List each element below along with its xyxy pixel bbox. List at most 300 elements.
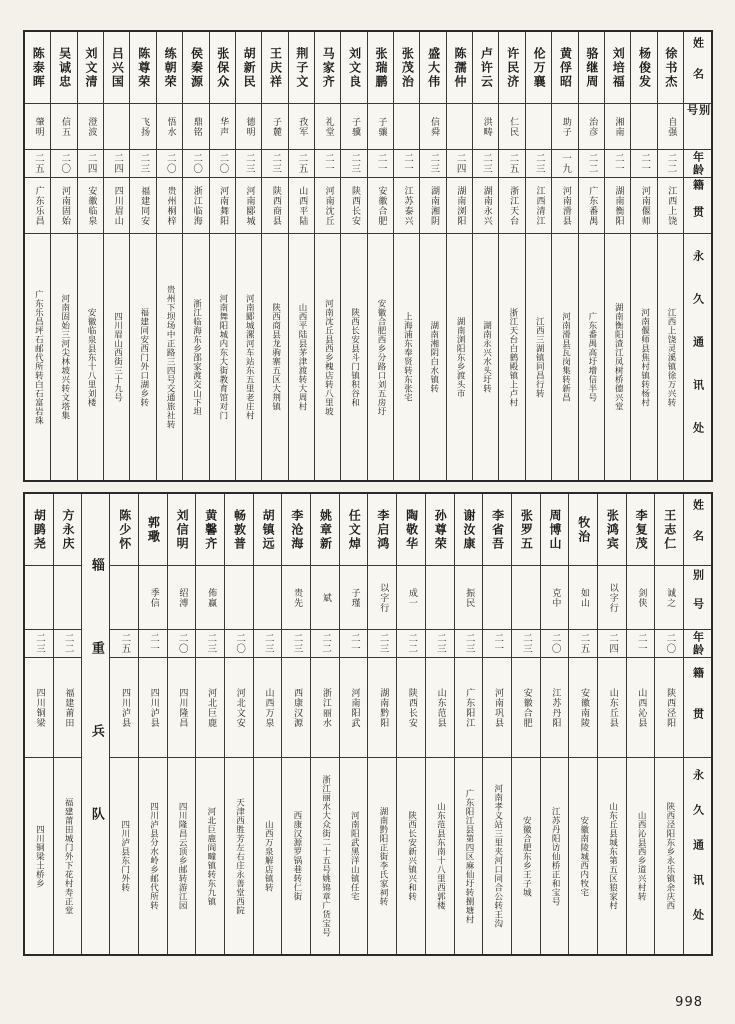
- alias-text: 振民: [464, 587, 475, 608]
- native-cell: [289, 178, 314, 234]
- name-cell: [210, 32, 235, 104]
- native-text: 江苏泰兴: [402, 185, 413, 226]
- alias-text: 仁民: [508, 116, 519, 137]
- name-cell: [499, 32, 524, 104]
- age-text: 二三: [291, 633, 303, 654]
- alias-cell: [282, 566, 310, 630]
- alias-cell: [655, 566, 683, 630]
- native-text: 河北巨鹿: [206, 687, 217, 728]
- person-column: [138, 494, 167, 954]
- alias-cell: [569, 566, 597, 630]
- age-cell: [658, 150, 683, 178]
- alias-cell: [289, 104, 314, 150]
- address-text: 浙江临海东乡邵家渡交山下坦: [191, 298, 202, 416]
- person-column: [551, 32, 577, 480]
- alias-cell: [78, 104, 103, 150]
- native-text: 湖南湘阴: [429, 185, 440, 226]
- address-cell: [78, 234, 103, 480]
- name-cell: [569, 494, 597, 566]
- address-cell: [168, 758, 196, 954]
- address-cell: [340, 758, 368, 954]
- native-text: 福建同安: [139, 185, 150, 226]
- header-cell-alias: [684, 104, 711, 150]
- name-cell: [289, 32, 314, 104]
- alias-text: 孜军: [297, 116, 308, 137]
- address-cell: [104, 234, 129, 480]
- address-text: 湖南衡阳渣江凤树桥德兴堂: [613, 303, 624, 411]
- age-cell: [196, 630, 224, 658]
- alias-text: 湘南: [613, 116, 624, 137]
- person-column: [109, 494, 138, 954]
- age-cell: [78, 150, 103, 178]
- age-cell: [254, 630, 282, 658]
- person-column: [367, 32, 393, 480]
- age-text: 二五: [119, 633, 131, 654]
- native-text: 江西上饶: [666, 185, 677, 226]
- address-cell: [447, 234, 472, 480]
- native-cell: [447, 178, 472, 234]
- header-label-alias: 别号: [691, 568, 705, 627]
- age-text: 二〇: [664, 633, 676, 654]
- address-cell: [512, 758, 540, 954]
- person-column: [367, 494, 396, 954]
- header-cell-native: [684, 178, 711, 234]
- address-text: 山西沁县西乡道兴村转: [636, 811, 647, 901]
- address-cell: [627, 758, 655, 954]
- native-text: 四川眉山: [112, 185, 123, 226]
- alias-cell: [210, 104, 235, 150]
- native-text: 浙江丽水: [320, 687, 331, 728]
- alias-cell: [658, 104, 683, 150]
- person-column: [182, 32, 208, 480]
- native-cell: [631, 178, 656, 234]
- native-text: 山西平陆: [297, 185, 308, 226]
- alias-cell: [541, 566, 569, 630]
- name-text: 周博山: [548, 508, 562, 551]
- address-text: 江苏丹阳访仙桥正和宝号: [550, 806, 561, 906]
- name-text: 吴诚忠: [57, 46, 72, 89]
- alias-text: 以字行: [378, 582, 389, 613]
- person-column: [77, 32, 103, 480]
- address-text: 安徽南陵城西内牧宅: [578, 815, 589, 897]
- age-text: 二五: [507, 153, 519, 174]
- name-text: 刘文清: [84, 46, 98, 89]
- native-text: 湖南衡阳: [613, 185, 624, 226]
- person-column: [209, 32, 235, 480]
- age-text: 二三: [520, 633, 532, 654]
- person-column: [498, 32, 524, 480]
- name-text: 骆继周: [584, 46, 599, 89]
- header-cell-address: [684, 234, 711, 480]
- native-text: 西康汉源: [292, 687, 303, 728]
- age-cell: [368, 150, 393, 178]
- alias-cell: [130, 104, 155, 150]
- address-text: 四川泸县东门外转: [119, 820, 130, 892]
- age-cell: [289, 150, 314, 178]
- age-text: 二四: [111, 153, 123, 174]
- name-cell: [139, 494, 167, 566]
- age-text: 二二: [62, 633, 74, 654]
- address-text: 陕西泾阳东乡永乐镇余庆西: [664, 802, 675, 910]
- name-text: 李省吾: [490, 508, 505, 551]
- alias-cell: [512, 566, 540, 630]
- alias-cell: [455, 566, 483, 630]
- name-text: 黄俘昭: [558, 46, 573, 89]
- address-text: 天津西胜芳左右庄永善堂西院: [234, 797, 245, 915]
- age-cell: [627, 630, 655, 658]
- name-cell: [54, 494, 82, 566]
- age-cell: [447, 150, 472, 178]
- alias-text: 自强: [666, 116, 677, 137]
- name-text: 马家齐: [321, 46, 336, 89]
- address-cell: [110, 758, 138, 954]
- address-text: 河南阳武黑洋山镇任宅: [349, 811, 360, 901]
- alias-cell: [168, 566, 196, 630]
- alias-text: 子骥: [349, 116, 360, 137]
- native-cell: [315, 178, 340, 234]
- native-cell: [282, 658, 310, 758]
- address-text: 安徽合肥东乡王子城: [521, 815, 532, 897]
- address-cell: [526, 234, 551, 480]
- alias-cell: [315, 104, 340, 150]
- name-text: 盛大伟: [426, 46, 441, 89]
- header-cell-age: [684, 150, 711, 178]
- alias-text: 助子: [560, 116, 571, 137]
- age-cell: [368, 630, 396, 658]
- person-column: [482, 494, 511, 954]
- alias-text: 治彦: [587, 116, 598, 137]
- person-column: [511, 494, 540, 954]
- name-text: 陈孺仲: [453, 46, 468, 89]
- person-column: [340, 32, 366, 480]
- address-text: 陕西长安县斗门镇积谷和: [349, 307, 360, 407]
- alias-cell: [426, 566, 454, 630]
- header-cell-address: [684, 758, 711, 954]
- address-text: 河南滑县瓦岗集转新昌: [560, 312, 571, 402]
- address-text: 安徽合肥西乡分路口刘五房圩: [376, 298, 387, 416]
- person-column: [129, 32, 155, 480]
- age-cell: [512, 630, 540, 658]
- name-cell: [130, 32, 155, 104]
- address-cell: [139, 758, 167, 954]
- native-cell: [236, 178, 261, 234]
- native-text: 湖南浏阳: [455, 185, 466, 226]
- native-text: 安徽合肥: [521, 687, 532, 728]
- age-text: 二三: [434, 633, 446, 654]
- name-text: 侯秦源: [189, 46, 204, 89]
- person-column: [626, 494, 655, 954]
- alias-cell: [51, 104, 76, 150]
- person-column: [103, 32, 129, 480]
- header-label-native: 籍贯: [691, 178, 705, 233]
- alias-text: 飞扬: [139, 116, 150, 137]
- name-cell: [340, 494, 368, 566]
- person-column: [261, 32, 287, 480]
- age-cell: [483, 630, 511, 658]
- name-text: 任文焯: [347, 508, 362, 551]
- native-cell: [341, 178, 366, 234]
- name-cell: [196, 494, 224, 566]
- age-text: 二五: [32, 153, 44, 174]
- native-text: 山东范县: [435, 687, 446, 728]
- age-text: 二一: [322, 153, 334, 174]
- native-cell: [473, 178, 498, 234]
- native-cell: [210, 178, 235, 234]
- header-cell-name: [684, 494, 711, 566]
- native-text: 山西万泉: [263, 687, 274, 728]
- name-text: 胡新民: [242, 46, 257, 89]
- native-cell: [25, 178, 50, 234]
- native-cell: [552, 178, 577, 234]
- alias-cell: [579, 104, 604, 150]
- address-text: 福建同安西门外口湖乡转: [138, 307, 149, 407]
- name-text: 张鸿宾: [605, 508, 620, 551]
- age-text: 二〇: [59, 153, 71, 174]
- header-cell-name: [684, 32, 711, 104]
- name-cell: [598, 494, 626, 566]
- name-cell: [157, 32, 182, 104]
- native-text: 安徽临泉: [86, 185, 97, 226]
- person-column: [446, 32, 472, 480]
- header-column: [683, 32, 711, 480]
- native-cell: [598, 658, 626, 758]
- native-text: 河南固始: [60, 185, 70, 226]
- age-text: 二四: [607, 633, 618, 654]
- alias-cell: [605, 104, 630, 150]
- address-text: 四川泸县分水岭乡邮代所转: [148, 802, 159, 910]
- name-cell: [397, 494, 425, 566]
- age-cell: [455, 630, 483, 658]
- name-cell: [168, 494, 196, 566]
- alias-text: 澄波: [86, 116, 97, 137]
- address-cell: [394, 234, 419, 480]
- alias-text: 鼎铭: [191, 116, 202, 137]
- address-cell: [254, 758, 282, 954]
- person-column: [419, 32, 445, 480]
- header-label-address: 永久通讯处: [691, 768, 705, 944]
- name-text: 孙尊荣: [433, 508, 448, 551]
- native-cell: [110, 658, 138, 758]
- age-text: 二〇: [164, 153, 176, 174]
- address-cell: [397, 758, 425, 954]
- age-cell: [315, 150, 340, 178]
- native-cell: [139, 658, 167, 758]
- address-cell: [262, 234, 287, 480]
- alias-cell: [473, 104, 498, 150]
- name-cell: [311, 494, 339, 566]
- age-text: 二三: [349, 153, 361, 174]
- age-text: 二三: [205, 633, 217, 654]
- divider-cell: [82, 494, 109, 954]
- name-cell: [341, 32, 366, 104]
- native-text: 山东丘县: [607, 687, 618, 728]
- age-text: 二二: [665, 153, 677, 174]
- person-column: [195, 494, 224, 954]
- name-text: 陈少怀: [117, 508, 132, 551]
- age-text: 二三: [533, 153, 545, 174]
- alias-cell: [526, 104, 551, 150]
- address-text: 陕西长安新兴镇兴和转: [406, 811, 417, 901]
- native-text: 四川铜梁: [34, 687, 45, 728]
- name-cell: [420, 32, 445, 104]
- age-text: 二三: [33, 633, 45, 654]
- name-text: 陈尊荣: [136, 46, 151, 89]
- person-column: [167, 494, 196, 954]
- person-column: [314, 32, 340, 480]
- person-column: [50, 32, 76, 480]
- native-text: 河北文安: [234, 687, 245, 728]
- person-column: [604, 32, 630, 480]
- alias-cell: [196, 566, 224, 630]
- name-text: 杨俊发: [637, 46, 652, 89]
- native-text: 山西沁县: [636, 687, 647, 728]
- address-text: 河南固始三河尖林坡兴转文塔集: [59, 294, 70, 420]
- native-text: 贵州桐梓: [165, 185, 176, 226]
- native-text: 河南舞阳: [218, 185, 229, 226]
- address-text: 山东范县东南十八里西郭楼: [435, 802, 446, 910]
- alias-text: 肇明: [33, 116, 44, 137]
- age-text: 二三: [243, 153, 255, 174]
- address-cell: [598, 758, 626, 954]
- name-text: 陈泰晖: [31, 46, 46, 89]
- native-cell: [569, 658, 597, 758]
- native-cell: [51, 178, 76, 234]
- address-cell: [455, 758, 483, 954]
- person-column: [568, 494, 597, 954]
- native-text: 河南巩县: [492, 687, 503, 728]
- native-cell: [157, 178, 182, 234]
- name-cell: [51, 32, 76, 104]
- name-text: 方永庆: [61, 508, 75, 551]
- age-cell: [579, 150, 604, 178]
- header-label-age: 年龄: [691, 150, 705, 177]
- native-text: 江苏丹阳: [550, 687, 561, 728]
- age-cell: [104, 150, 129, 178]
- name-text: 郭璥: [146, 515, 161, 544]
- native-cell: [394, 178, 419, 234]
- native-text: 四川泸县: [120, 687, 131, 728]
- name-cell: [25, 494, 53, 566]
- address-cell: [541, 758, 569, 954]
- name-text: 牧治: [576, 515, 591, 544]
- native-text: 浙江天台: [508, 185, 519, 226]
- address-text: 陕西商县龙驹寨五区大荆镇: [270, 303, 281, 411]
- name-cell: [394, 32, 419, 104]
- name-text: 胡镇远: [261, 508, 276, 551]
- address-text: 江西上饶灵溪镇徐万兴转: [665, 307, 676, 407]
- age-text: 二二: [406, 633, 418, 654]
- person-column: [396, 494, 425, 954]
- alias-text: 子骧: [376, 116, 387, 137]
- age-text: 二三: [138, 153, 150, 174]
- native-text: 陕西泾阳: [665, 687, 676, 728]
- header-label-name: 姓名: [691, 36, 705, 99]
- native-cell: [627, 658, 655, 758]
- native-cell: [655, 658, 683, 758]
- native-cell: [579, 178, 604, 234]
- native-text: 广东番禺: [587, 185, 598, 226]
- name-cell: [655, 494, 683, 566]
- alias-cell: [25, 104, 50, 150]
- name-text: 王庆祥: [268, 46, 283, 89]
- address-text: 河南孝义站三里夹河口同合公转王沟: [492, 784, 503, 928]
- age-text: 二四: [454, 153, 466, 174]
- address-text: 广东阳江县第四区麻仙圩转捌塘村: [464, 788, 475, 924]
- alias-cell: [104, 104, 129, 150]
- native-text: 陕西商县: [270, 185, 281, 226]
- alias-text: 德明: [244, 116, 255, 137]
- name-text: 伦万襄: [532, 46, 547, 89]
- address-text: 山西平陆县茅津渡转大周村: [296, 303, 307, 411]
- alias-cell: [397, 566, 425, 630]
- address-text: 河北巨鹿阎疃镇转东九镇: [205, 806, 216, 906]
- name-text: 许民济: [505, 46, 520, 89]
- name-text: 刘信明: [175, 508, 190, 551]
- age-cell: [526, 150, 551, 178]
- alias-cell: [25, 566, 53, 630]
- name-cell: [552, 32, 577, 104]
- age-cell: [25, 150, 50, 178]
- age-cell: [139, 630, 167, 658]
- alias-text: 克中: [550, 587, 561, 608]
- alias-cell: [483, 566, 511, 630]
- name-text: 卢许云: [479, 46, 494, 89]
- age-text: 二一: [635, 633, 647, 654]
- age-text: 二〇: [191, 153, 203, 174]
- name-cell: [282, 494, 310, 566]
- age-cell: [130, 150, 155, 178]
- native-text: 广东阳江: [464, 687, 475, 728]
- name-cell: [579, 32, 604, 104]
- name-cell: [236, 32, 261, 104]
- address-cell: [552, 234, 577, 480]
- address-text: 河南郾城漯河车站东五里老庄村: [244, 294, 255, 420]
- age-cell: [110, 630, 138, 658]
- name-cell: [631, 32, 656, 104]
- table-blocks: [23, 30, 713, 956]
- age-cell: [473, 150, 498, 178]
- age-cell: [605, 150, 630, 178]
- name-cell: [658, 32, 683, 104]
- native-text: 广东乐昌: [33, 185, 44, 226]
- name-cell: [627, 494, 655, 566]
- name-text: 荆子文: [294, 46, 309, 89]
- name-cell: [483, 494, 511, 566]
- person-column: [25, 32, 50, 480]
- age-text: 二〇: [217, 153, 229, 174]
- address-text: 湖南湘阴白水镇转: [428, 321, 439, 393]
- native-cell: [605, 178, 630, 234]
- native-cell: [499, 178, 524, 234]
- alias-cell: [598, 566, 626, 630]
- native-cell: [54, 658, 82, 758]
- name-cell: [25, 32, 50, 104]
- address-text: 浙江丽水大众街二十五号姚锦章广货宝号: [320, 775, 331, 937]
- age-text: 二一: [375, 153, 387, 174]
- native-text: 湖南永兴: [481, 185, 492, 226]
- address-cell: [315, 234, 340, 480]
- age-text: 二一: [148, 633, 159, 654]
- native-cell: [130, 178, 155, 234]
- age-cell: [157, 150, 182, 178]
- person-column: [597, 494, 626, 954]
- roster-block-2: [23, 492, 713, 956]
- age-text: 二一: [492, 633, 504, 654]
- native-cell: [455, 658, 483, 758]
- name-text: 谢汝康: [461, 508, 476, 551]
- name-cell: [315, 32, 340, 104]
- address-cell: [210, 234, 235, 480]
